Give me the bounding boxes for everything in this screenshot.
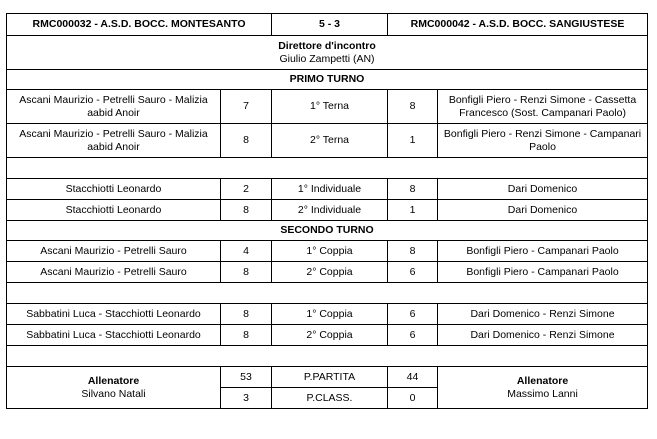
home-score: 8: [221, 124, 272, 158]
home-players: Ascani Maurizio - Petrelli Sauro: [7, 241, 221, 262]
away-players: Dari Domenico - Renzi Simone: [438, 304, 648, 325]
away-coach-label: Allenatore: [516, 374, 569, 387]
game-row: [7, 124, 648, 158]
spacer-cell: [7, 346, 648, 367]
game-type: 1° Coppia: [272, 241, 388, 262]
game-row: [7, 304, 648, 325]
game-row: [7, 241, 648, 262]
partita-label: P.PARTITA: [272, 367, 388, 388]
home-score: 8: [221, 262, 272, 283]
director-cell: [7, 36, 648, 70]
turn-title-row: [7, 70, 648, 90]
class-away: 0: [388, 388, 438, 409]
partita-home: 53: [221, 367, 272, 388]
partita-away: 44: [388, 367, 438, 388]
footer-row-partita: [7, 367, 648, 388]
game-type: 2° Terna: [272, 124, 388, 158]
game-type: 2° Coppia: [272, 325, 388, 346]
away-score: 6: [388, 262, 438, 283]
game-type: 2° Individuale: [272, 200, 388, 221]
home-coach-name: Silvano Natali: [81, 387, 146, 400]
away-players: Bonfigli Piero - Campanari Paolo: [438, 241, 648, 262]
away-score: 1: [388, 200, 438, 221]
away-players: Bonfigli Piero - Renzi Simone - Cassetta Francesco (Sost. Campanari Paolo): [438, 90, 648, 124]
home-score: 8: [221, 325, 272, 346]
turn-title: SECONDO TURNO: [7, 221, 648, 241]
away-coach-cell: [438, 367, 648, 409]
away-players: Bonfigli Piero - Campanari Paolo: [438, 262, 648, 283]
home-coach-cell: [7, 367, 221, 409]
home-score: 2: [221, 179, 272, 200]
class-home: 3: [221, 388, 272, 409]
game-type: 2° Coppia: [272, 262, 388, 283]
away-score: 8: [388, 241, 438, 262]
match-score: 5 - 3: [272, 14, 388, 36]
turn-title-row: [7, 221, 648, 241]
away-score: 6: [388, 304, 438, 325]
game-row: [7, 200, 648, 221]
game-row: [7, 262, 648, 283]
home-team-name: RMC000032 - A.S.D. BOCC. MONTESANTO: [7, 14, 272, 36]
class-label: P.CLASS.: [272, 388, 388, 409]
home-players: Ascani Maurizio - Petrelli Sauro - Malizia aabid Anoir: [7, 124, 221, 158]
match-report-table: [6, 13, 648, 409]
home-score: 7: [221, 90, 272, 124]
home-players: Ascani Maurizio - Petrelli Sauro - Malizia aabid Anoir: [7, 90, 221, 124]
spacer-row: [7, 283, 648, 304]
home-players: Sabbatini Luca - Stacchiotti Leonardo: [7, 304, 221, 325]
home-players: Stacchiotti Leonardo: [7, 179, 221, 200]
away-players: Dari Domenico: [438, 200, 648, 221]
game-row: [7, 179, 648, 200]
director-name: Giulio Zampetti (AN): [279, 52, 375, 65]
away-score: 8: [388, 179, 438, 200]
home-score: 8: [221, 304, 272, 325]
home-players: Stacchiotti Leonardo: [7, 200, 221, 221]
director-label: Direttore d'incontro: [278, 39, 376, 52]
away-team-name: RMC000042 - A.S.D. BOCC. SANGIUSTESE: [388, 14, 648, 36]
spacer-row: [7, 158, 648, 179]
header-row: [7, 14, 648, 36]
home-players: Sabbatini Luca - Stacchiotti Leonardo: [7, 325, 221, 346]
game-type: 1° Terna: [272, 90, 388, 124]
game-type: 1° Individuale: [272, 179, 388, 200]
turn-title: PRIMO TURNO: [7, 70, 648, 90]
home-players: Ascani Maurizio - Petrelli Sauro: [7, 262, 221, 283]
away-score: 1: [388, 124, 438, 158]
away-score: 6: [388, 325, 438, 346]
home-score: 8: [221, 200, 272, 221]
game-row: [7, 90, 648, 124]
spacer-cell: [7, 158, 648, 179]
director-row: [7, 36, 648, 70]
spacer-cell: [7, 283, 648, 304]
away-score: 8: [388, 90, 438, 124]
away-coach-name: Massimo Lanni: [507, 387, 578, 400]
game-type: 1° Coppia: [272, 304, 388, 325]
home-score: 4: [221, 241, 272, 262]
away-players: Dari Domenico: [438, 179, 648, 200]
away-players: Bonfigli Piero - Renzi Simone - Campanari Paolo: [438, 124, 648, 158]
away-players: Dari Domenico - Renzi Simone: [438, 325, 648, 346]
game-row: [7, 325, 648, 346]
spacer-row: [7, 346, 648, 367]
home-coach-label: Allenatore: [87, 374, 140, 387]
